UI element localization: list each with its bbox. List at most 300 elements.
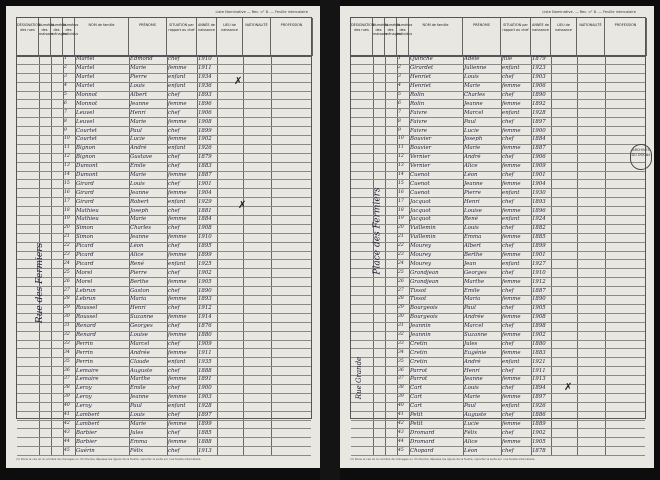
column-header: PRÉNOMS bbox=[129, 18, 167, 56]
first-name-cell: Henri bbox=[130, 109, 146, 116]
surname-cell: Lambert bbox=[76, 420, 100, 427]
first-name-cell: Louis bbox=[464, 225, 479, 232]
first-name-cell: Marie bbox=[464, 145, 481, 152]
page-footer: (1) Dans le cas où le nombre de ménages ou d'individus dépasse les lignes de la feuille, reporter la suite sur une feuille intercalaire. bbox=[16, 457, 202, 462]
relation-cell: chef bbox=[168, 385, 180, 392]
individual-number: 42 bbox=[398, 420, 404, 426]
birth-year-cell: 1929 bbox=[198, 198, 212, 205]
individual-number: 32 bbox=[64, 332, 70, 337]
relation-cell: chef bbox=[168, 109, 180, 116]
individual-number: 15 bbox=[398, 180, 404, 186]
table-row bbox=[17, 394, 311, 403]
relation-cell: enfant bbox=[502, 358, 520, 365]
surname-cell: Guérin bbox=[76, 447, 95, 454]
first-name-cell: Marthe bbox=[130, 376, 151, 383]
first-name-cell: Paul bbox=[130, 127, 142, 134]
surname-cell: Vernier bbox=[410, 163, 431, 170]
relation-cell: femme bbox=[168, 278, 187, 285]
first-name-cell: Charles bbox=[464, 91, 486, 98]
birth-year-cell: 1903 bbox=[198, 394, 212, 401]
birth-year-cell: 1923 bbox=[532, 65, 546, 72]
relation-cell: femme bbox=[168, 234, 187, 241]
first-name-cell: Jeanne bbox=[130, 100, 149, 107]
surname-cell: Vuillemin bbox=[410, 225, 436, 232]
individual-number: 3 bbox=[64, 74, 67, 80]
surname-cell: Cretin bbox=[410, 340, 428, 347]
table-row bbox=[351, 207, 645, 216]
first-name-cell: Joseph bbox=[464, 136, 483, 143]
column-headers bbox=[350, 17, 646, 57]
birth-year-cell: 1926 bbox=[198, 145, 212, 152]
relation-cell: femme bbox=[502, 83, 521, 90]
relation-cell: chef bbox=[168, 367, 180, 374]
surname-cell: Vuillemin bbox=[410, 234, 436, 241]
table-row bbox=[351, 349, 645, 358]
surname-cell: Roussel bbox=[76, 305, 98, 312]
birth-year-cell: 1908 bbox=[198, 225, 212, 232]
table-row bbox=[17, 109, 311, 118]
birth-year-cell: 1895 bbox=[198, 243, 212, 250]
surname-cell: Petit bbox=[410, 412, 423, 419]
relation-cell: chef bbox=[502, 154, 514, 161]
relation-cell: enfant bbox=[168, 358, 186, 365]
first-name-cell: Auguste bbox=[464, 412, 487, 419]
table-row bbox=[17, 403, 311, 412]
table-row bbox=[17, 163, 311, 172]
individual-number: 35 bbox=[398, 358, 404, 364]
table-row bbox=[351, 127, 645, 136]
relation-cell: chef bbox=[502, 287, 514, 294]
relation-cell: femme bbox=[502, 376, 521, 383]
surname-cell: Cretin bbox=[410, 349, 428, 356]
relation-cell: femme bbox=[502, 145, 521, 152]
table-row bbox=[17, 83, 311, 92]
relation-cell: femme bbox=[168, 189, 187, 196]
table-row bbox=[17, 260, 311, 269]
relation-cell: chef bbox=[502, 412, 514, 419]
birth-year-cell: 1899 bbox=[198, 251, 212, 258]
table-row bbox=[351, 447, 645, 456]
relation-cell: enfant bbox=[502, 189, 520, 196]
surname-cell: Vernier bbox=[410, 154, 431, 161]
first-name-cell: Pierre bbox=[130, 74, 147, 81]
individual-number: 33 bbox=[64, 340, 70, 346]
table-row bbox=[17, 314, 311, 323]
individual-number: 35 bbox=[64, 358, 70, 364]
relation-cell: femme bbox=[168, 216, 187, 223]
surname-cell: Parrot bbox=[410, 367, 428, 374]
individual-number: 36 bbox=[398, 367, 404, 373]
check-mark: ✗ bbox=[234, 76, 243, 87]
first-name-cell: Gaston bbox=[130, 287, 150, 294]
birth-year-cell: 1908 bbox=[532, 314, 546, 321]
relation-cell: chef bbox=[502, 305, 514, 312]
relation-cell: chef bbox=[168, 180, 180, 187]
surname-cell: Mourey bbox=[410, 260, 432, 267]
page-header: Liste Nominative — Rec. n° 8. — Feuille intercalaire bbox=[215, 10, 308, 14]
surname-cell: Leuvel bbox=[76, 109, 95, 116]
birth-year-cell: 1890 bbox=[532, 91, 546, 98]
first-name-cell: Félix bbox=[464, 429, 478, 436]
individual-number: 25 bbox=[64, 269, 70, 275]
column-header: NOM de famille bbox=[75, 18, 129, 56]
relation-cell: enfant bbox=[502, 403, 520, 410]
table-row bbox=[351, 421, 645, 430]
table-row bbox=[351, 198, 645, 207]
birth-year-cell: 1899 bbox=[532, 243, 546, 250]
relation-cell: femme bbox=[168, 314, 187, 321]
table-row bbox=[17, 172, 311, 181]
birth-year-cell: 1909 bbox=[532, 163, 546, 170]
surname-cell: Chopard bbox=[410, 447, 434, 454]
first-name-cell: Marcel bbox=[130, 340, 150, 347]
birth-year-cell: 1898 bbox=[532, 323, 546, 330]
birth-year-cell: 1891 bbox=[198, 376, 212, 383]
individual-number: 2 bbox=[398, 65, 401, 71]
individual-number: 33 bbox=[398, 340, 404, 346]
street-name: Place des Fermiers bbox=[372, 187, 383, 275]
birth-year-cell: 1908 bbox=[198, 118, 212, 125]
individual-number: 16 bbox=[398, 189, 404, 195]
first-name-cell: Georges bbox=[464, 269, 487, 276]
surname-cell: Picard bbox=[76, 251, 94, 258]
surname-cell: Tissot bbox=[410, 296, 427, 303]
individual-number: 14 bbox=[64, 171, 70, 177]
individual-number: 10 bbox=[398, 136, 404, 142]
first-name-cell: Marie bbox=[130, 216, 147, 223]
table-row bbox=[17, 367, 311, 376]
birth-year-cell: 1902 bbox=[532, 332, 546, 338]
relation-cell: enfant bbox=[168, 198, 186, 205]
birth-year-cell: 1911 bbox=[198, 349, 212, 356]
table-row bbox=[17, 385, 311, 394]
first-name-cell: Jeanne bbox=[130, 234, 149, 241]
birth-year-cell: 1902 bbox=[532, 429, 546, 436]
birth-year-cell: 1912 bbox=[198, 305, 212, 312]
first-name-cell: Louis bbox=[130, 83, 145, 90]
relation-cell: femme bbox=[502, 394, 521, 401]
surname-cell: Cart bbox=[410, 403, 423, 410]
surname-cell: Bouvier bbox=[410, 136, 432, 143]
individual-number: 38 bbox=[64, 385, 70, 391]
table-row bbox=[17, 305, 311, 314]
first-name-cell: Berthe bbox=[464, 251, 483, 258]
relation-cell: chef bbox=[168, 323, 180, 330]
surname-cell: Mathieu bbox=[76, 207, 99, 214]
individual-number: 44 bbox=[64, 438, 70, 444]
surname-cell: Rolin bbox=[410, 100, 425, 107]
table-row bbox=[17, 100, 311, 109]
birth-year-cell: 1911 bbox=[532, 367, 546, 374]
column-header: PROFESSION bbox=[605, 18, 647, 56]
individual-number: 38 bbox=[398, 385, 404, 391]
birth-year-cell: 1906 bbox=[532, 83, 546, 90]
census-table bbox=[350, 55, 646, 454]
individual-number: 13 bbox=[64, 163, 70, 169]
census-table bbox=[16, 55, 312, 454]
first-name-cell: Marie bbox=[130, 65, 147, 72]
birth-year-cell: 1890 bbox=[198, 287, 212, 294]
first-name-cell: Marie bbox=[130, 171, 147, 178]
book-spine bbox=[320, 0, 340, 480]
birth-year-cell: 1901 bbox=[532, 171, 546, 178]
column-header: PRÉNOMS bbox=[463, 18, 501, 56]
relation-cell: chef bbox=[502, 269, 514, 276]
table-row bbox=[351, 225, 645, 234]
surname-cell: Grandjean bbox=[410, 269, 439, 276]
table-row bbox=[351, 74, 645, 83]
surname-cell: Dumont bbox=[76, 163, 98, 170]
birth-year-cell: 1892 bbox=[532, 100, 546, 107]
relation-cell: femme bbox=[502, 420, 521, 427]
birth-year-cell: 1906 bbox=[198, 109, 212, 116]
first-name-cell: Marcel bbox=[464, 109, 484, 116]
surname-cell: Dromard bbox=[410, 429, 435, 436]
individual-number: 19 bbox=[398, 216, 404, 222]
relation-cell: chef bbox=[168, 269, 180, 276]
first-name-cell: Julienne bbox=[464, 65, 487, 72]
first-name-cell: Emile bbox=[464, 287, 480, 294]
individual-number: 15 bbox=[64, 180, 70, 186]
first-name-cell: Robert bbox=[130, 198, 149, 205]
surname-cell: Bignon bbox=[76, 145, 96, 152]
surname-cell: Lambert bbox=[76, 412, 100, 419]
relation-cell: chef bbox=[502, 447, 514, 454]
column-header: Numéros des individus bbox=[397, 18, 409, 56]
birth-year-cell: 1890 bbox=[532, 296, 546, 303]
birth-year-cell: 1935 bbox=[198, 358, 212, 365]
individual-number: 37 bbox=[64, 376, 70, 382]
birth-year-cell: 1896 bbox=[198, 100, 212, 107]
individual-number: 1 bbox=[64, 56, 67, 62]
first-name-cell: Emma bbox=[464, 234, 482, 241]
first-name-cell: Marie bbox=[464, 394, 481, 401]
table-row bbox=[351, 92, 645, 101]
table-row bbox=[351, 163, 645, 172]
table-row bbox=[17, 421, 311, 430]
birth-year-cell: 1876 bbox=[198, 323, 212, 330]
table-row bbox=[351, 109, 645, 118]
surname-cell: Dumont bbox=[76, 171, 98, 178]
birth-year-cell: 1885 bbox=[532, 234, 546, 241]
table-row bbox=[351, 305, 645, 314]
column-header: Numéros des individus bbox=[63, 18, 75, 56]
first-name-cell: Marie bbox=[464, 83, 481, 90]
column-header: NATIONALITÉ bbox=[243, 18, 271, 56]
column-header: LIEU de naissance bbox=[217, 18, 243, 56]
individual-number: 19 bbox=[64, 216, 70, 222]
individual-number: 3 bbox=[398, 74, 401, 80]
table-row bbox=[17, 234, 311, 243]
first-name-cell: Berthe bbox=[130, 278, 149, 285]
first-name-cell: Louis bbox=[464, 385, 479, 392]
table-row bbox=[17, 358, 311, 367]
individual-number: 18 bbox=[64, 207, 70, 213]
table-row bbox=[351, 367, 645, 376]
first-name-cell: Henri bbox=[464, 198, 480, 205]
relation-cell: femme bbox=[168, 118, 187, 125]
first-name-cell: Lucie bbox=[464, 420, 479, 427]
relation-cell: femme bbox=[168, 171, 187, 178]
table-row bbox=[17, 323, 311, 332]
table-row bbox=[351, 438, 645, 447]
relation-cell: femme bbox=[502, 438, 521, 445]
relation-cell: chef bbox=[168, 207, 180, 214]
birth-year-cell: 1909 bbox=[198, 340, 212, 347]
first-name-cell: Andrée bbox=[130, 349, 150, 356]
surname-cell: Faivre bbox=[410, 109, 428, 116]
individual-number: 44 bbox=[398, 438, 404, 444]
surname-cell: Jacquot bbox=[410, 198, 431, 205]
individual-number: 22 bbox=[398, 243, 404, 249]
individual-number: 11 bbox=[64, 145, 70, 151]
first-name-cell: Alice bbox=[464, 438, 478, 445]
check-mark: ✗ bbox=[564, 382, 573, 393]
table-row bbox=[351, 332, 645, 341]
birth-year-cell: 1901 bbox=[532, 251, 546, 258]
birth-year-cell: 1900 bbox=[532, 127, 546, 134]
surname-cell: Quinche bbox=[410, 56, 433, 63]
surname-cell: Tissot bbox=[410, 287, 427, 294]
relation-cell: femme bbox=[502, 100, 521, 107]
birth-year-cell: 1934 bbox=[198, 74, 212, 81]
surname-cell: Bourgeois bbox=[410, 305, 438, 312]
street-name: Rue des Fermiers bbox=[35, 242, 46, 324]
column-header: Numéros des maisons bbox=[39, 18, 51, 56]
first-name-cell: Lucie bbox=[464, 127, 479, 134]
surname-cell: Leuvel bbox=[76, 118, 95, 125]
birth-year-cell: 1911 bbox=[198, 65, 212, 72]
surname-cell: Cuenot bbox=[410, 189, 430, 196]
individual-number: 17 bbox=[398, 198, 404, 204]
individual-number: 41 bbox=[64, 412, 70, 418]
relation-cell: chef bbox=[168, 412, 180, 419]
individual-number: 18 bbox=[398, 207, 404, 213]
birth-year-cell: 1910 bbox=[198, 56, 212, 63]
relation-cell: enfant bbox=[502, 65, 520, 72]
first-name-cell: René bbox=[464, 216, 478, 223]
surname-cell: Jeannin bbox=[410, 332, 431, 338]
table-row bbox=[351, 180, 645, 189]
relation-cell: femme bbox=[502, 234, 521, 241]
table-row bbox=[351, 278, 645, 287]
individual-number: 24 bbox=[398, 260, 404, 266]
individual-number: 41 bbox=[398, 412, 404, 418]
individual-number: 22 bbox=[64, 243, 70, 249]
surname-cell: Jeannin bbox=[410, 323, 431, 330]
birth-year-cell: 1928 bbox=[198, 403, 212, 410]
birth-year-cell: 1910 bbox=[532, 269, 546, 276]
first-name-cell: Charles bbox=[130, 225, 152, 232]
first-name-cell: Georges bbox=[130, 323, 153, 330]
birth-year-cell: 1887 bbox=[532, 145, 546, 152]
first-name-cell: Pierre bbox=[130, 269, 147, 276]
relation-cell: enfant bbox=[168, 74, 186, 81]
page-footer: (1) Dans le cas où le nombre de ménages ou d'individus dépasse les lignes de la feuille, reporter la suite sur une feuille intercalaire. bbox=[350, 457, 536, 462]
birth-year-cell: 1886 bbox=[532, 412, 546, 419]
surname-cell: Simon bbox=[76, 234, 94, 241]
birth-year-cell: 1926 bbox=[532, 403, 546, 410]
first-name-cell: Paul bbox=[464, 118, 476, 125]
surname-cell: Perrin bbox=[76, 349, 93, 356]
individual-number: 23 bbox=[398, 251, 404, 257]
individual-number: 39 bbox=[64, 394, 70, 400]
surname-cell: Girard bbox=[76, 180, 94, 187]
table-row bbox=[351, 394, 645, 403]
first-name-cell: Claude bbox=[130, 358, 150, 365]
relation-cell: femme bbox=[168, 376, 187, 383]
relation-cell: femme bbox=[168, 100, 187, 107]
surname-cell: Courtet bbox=[76, 127, 97, 134]
birth-year-cell: 1927 bbox=[532, 260, 546, 267]
table-row bbox=[17, 127, 311, 136]
relation-cell: femme bbox=[168, 332, 187, 338]
first-name-cell: Jeanne bbox=[130, 394, 149, 401]
table-row bbox=[17, 412, 311, 421]
relation-cell: femme bbox=[502, 296, 521, 303]
first-name-cell: Léon bbox=[130, 243, 144, 250]
table-row bbox=[351, 260, 645, 269]
table-row bbox=[351, 189, 645, 198]
first-name-cell: Louis bbox=[130, 180, 145, 187]
surname-cell: Leroy bbox=[76, 394, 92, 401]
individual-number: 12 bbox=[64, 154, 70, 160]
birth-year-cell: 1913 bbox=[532, 376, 546, 383]
table-row bbox=[17, 349, 311, 358]
column-header: SITUATION par rapport au chef bbox=[167, 18, 197, 56]
individual-number: 20 bbox=[398, 225, 404, 231]
surname-cell: Parrot bbox=[410, 376, 428, 383]
first-name-cell: Albert bbox=[464, 243, 482, 250]
birth-year-cell: 1887 bbox=[198, 171, 212, 178]
column-header: NATIONALITÉ bbox=[577, 18, 605, 56]
table-row bbox=[17, 189, 311, 198]
table-row bbox=[351, 412, 645, 421]
surname-cell: Petit bbox=[410, 420, 423, 427]
table-row bbox=[351, 154, 645, 163]
relation-cell: enfant bbox=[168, 145, 186, 152]
first-name-cell: Suzanne bbox=[464, 332, 488, 338]
surname-cell: Cart bbox=[410, 385, 423, 392]
table-row bbox=[351, 243, 645, 252]
individual-number: 27 bbox=[64, 287, 70, 293]
relation-cell: femme bbox=[502, 127, 521, 134]
birth-year-cell: 1904 bbox=[198, 189, 212, 196]
table-row bbox=[17, 65, 311, 74]
birth-year-cell: 1910 bbox=[198, 234, 212, 241]
table-row bbox=[351, 118, 645, 127]
individual-number: 34 bbox=[398, 349, 404, 355]
relation-cell: enfant bbox=[168, 403, 186, 410]
surname-cell: Jacquot bbox=[410, 216, 431, 223]
table-row bbox=[17, 269, 311, 278]
first-name-cell: Andrée bbox=[464, 314, 484, 321]
individual-number: 4 bbox=[398, 83, 401, 89]
surname-cell: Lebrun bbox=[76, 296, 96, 303]
column-header: ANNÉE de naissance bbox=[197, 18, 217, 56]
birth-year-cell: 1901 bbox=[198, 180, 212, 187]
relation-cell: femme bbox=[168, 420, 187, 427]
relation-cell: chef bbox=[168, 340, 180, 347]
surname-cell: Cuenot bbox=[410, 180, 430, 187]
first-name-cell: René bbox=[130, 260, 144, 267]
table-row bbox=[351, 145, 645, 154]
column-header: Numéros des maisons bbox=[373, 18, 385, 56]
first-name-cell: Eugénie bbox=[464, 349, 487, 356]
relation-cell: femme bbox=[168, 438, 187, 445]
birth-year-cell: 1904 bbox=[532, 180, 546, 187]
relation-cell: chef bbox=[168, 91, 180, 98]
